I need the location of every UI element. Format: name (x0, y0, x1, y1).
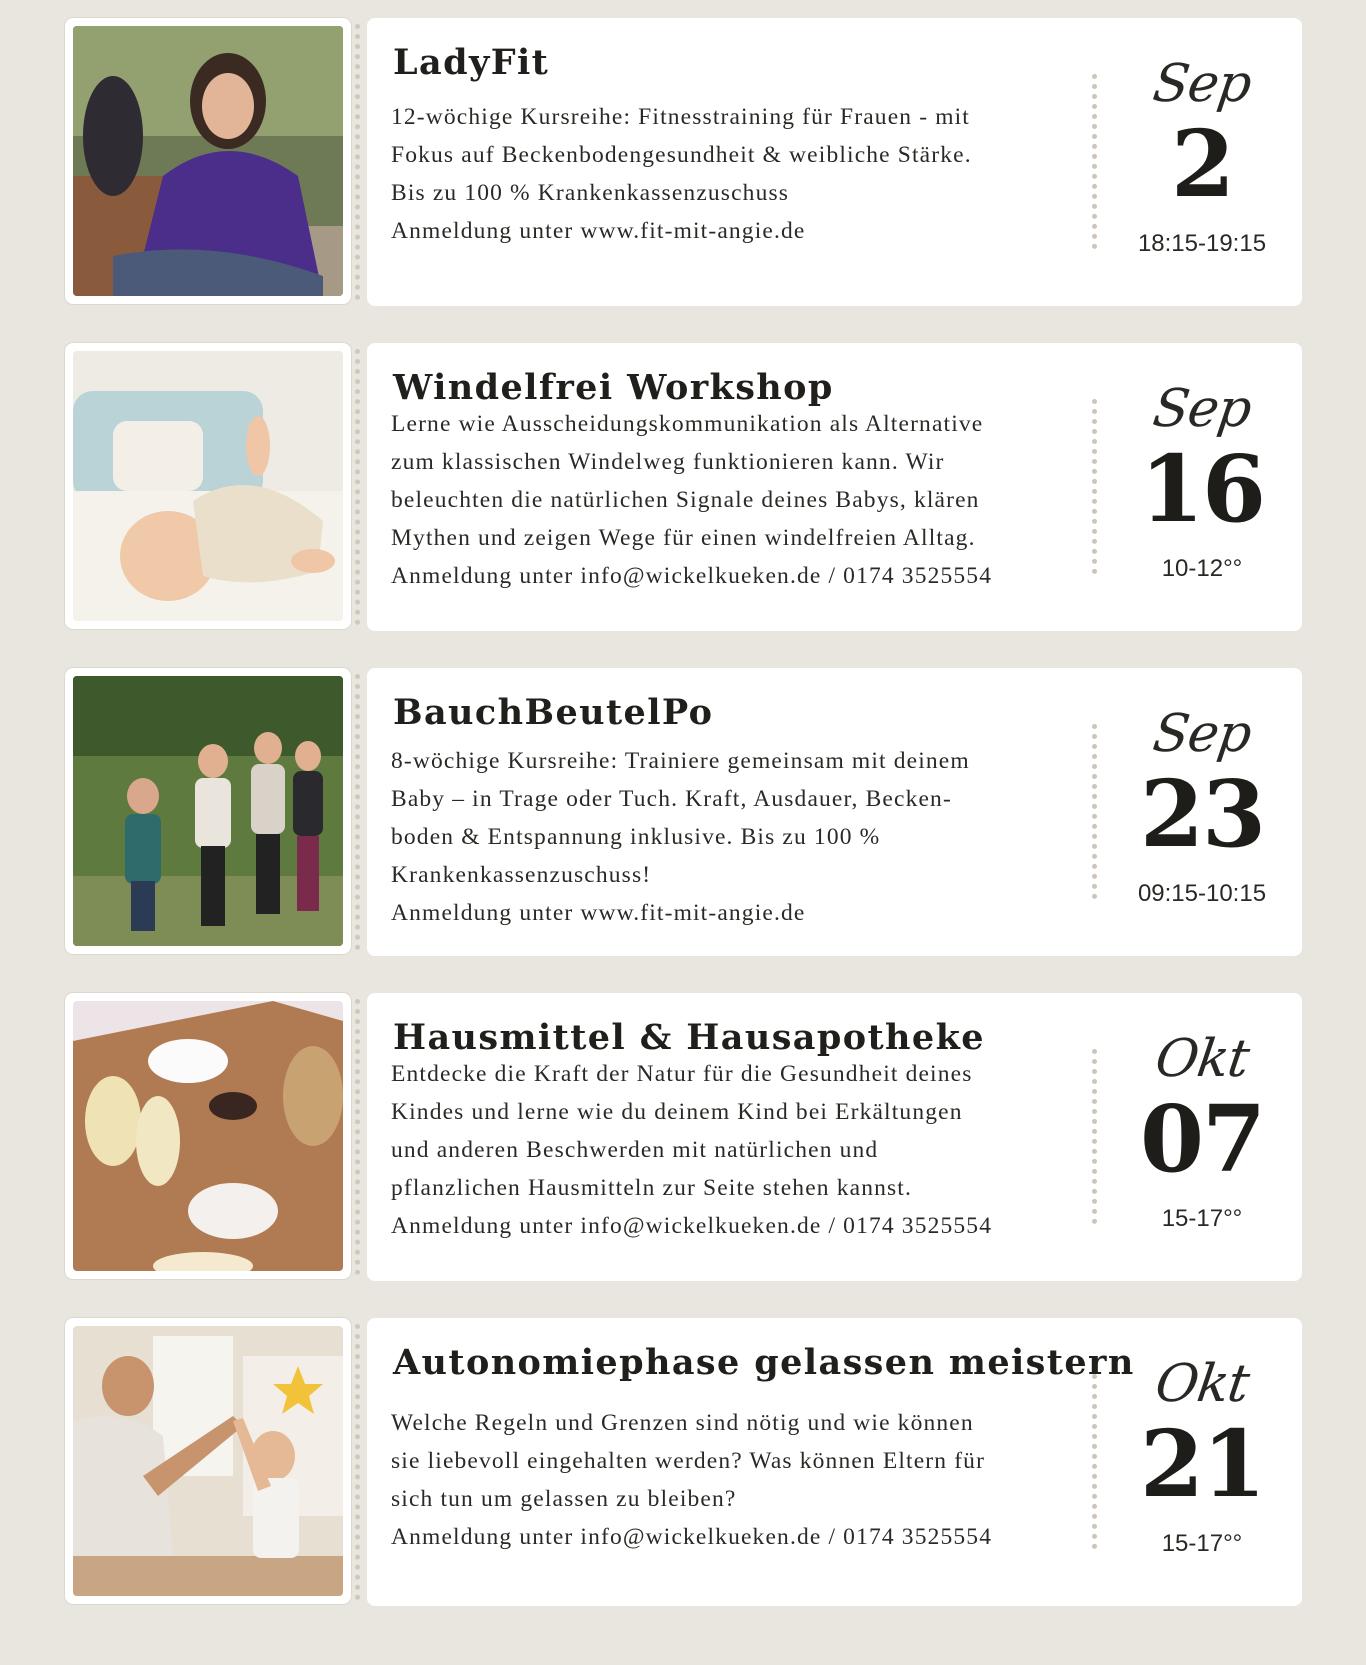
event-date (1102, 668, 1302, 956)
perforation-line (355, 999, 365, 1275)
event-description (391, 1404, 1067, 1556)
description-line: Lerne wie Ausscheidungskommunikation als Alternative (391, 411, 984, 437)
event-time: 15-17°° (1161, 1530, 1243, 1557)
event-card-windelfrei (65, 343, 1302, 633)
event-title: LadyFit (393, 42, 550, 83)
description-line: Entdecke die Kraft der Natur für die Gesundheit deines (391, 1061, 973, 1087)
event-photo-frame (65, 993, 351, 1279)
registration-line: Anmeldung unter www.fit-mit-angie.de (391, 218, 806, 244)
description-line: pflanzlichen Hausmitteln zur Seite stehen kannst. (391, 1175, 912, 1201)
event-time: 15-17°° (1161, 1205, 1243, 1232)
event-photo-frame (65, 668, 351, 954)
event-card-ladyfit (65, 18, 1302, 308)
description-line: Welche Regeln und Grenzen sind nötig und wie können (391, 1410, 974, 1436)
registration-line: Anmeldung unter info@wickelkueken.de / 0174 3525554 (391, 1213, 993, 1239)
event-day: 16 (1139, 435, 1265, 543)
event-card-bauchbeutelpo (65, 668, 1302, 958)
registration-line: Anmeldung unter info@wickelkueken.de / 0174 3525554 (391, 563, 993, 589)
event-photo-father-child-high-five (73, 1326, 343, 1596)
event-title: Hausmittel & Hausapotheke (393, 1017, 985, 1058)
description-line: Baby – in Trage oder Tuch. Kraft, Ausdauer, Becken- (391, 786, 952, 812)
registration-line: Anmeldung unter info@wickelkueken.de / 0174 3525554 (391, 1524, 993, 1550)
event-time: 10-12°° (1161, 555, 1243, 582)
description-line: Mythen und zeigen Wege für einen windelfreien Alltag. (391, 525, 976, 551)
event-time: 18:15-19:15 (1137, 230, 1267, 257)
event-month: Sep (1149, 54, 1255, 114)
description-line: beleuchten die natürlichen Signale deines Babys, klären (391, 487, 980, 513)
perforation-line (355, 674, 365, 950)
event-date (1102, 18, 1302, 306)
description-line: Kindes und lerne wie du deinem Kind bei Erkältungen (391, 1099, 963, 1125)
event-month: Sep (1149, 704, 1255, 764)
perforation-line (355, 24, 365, 300)
description-line: und anderen Beschwerden mit natürlichen und (391, 1137, 879, 1163)
event-photo-frame (65, 18, 351, 304)
event-day: 23 (1139, 760, 1265, 868)
event-description (391, 405, 1067, 595)
event-day: 2 (1170, 110, 1233, 218)
event-title: BauchBeutelPo (393, 692, 714, 733)
event-date (1102, 993, 1302, 1281)
event-info-card (367, 18, 1302, 306)
event-photo-frame (65, 343, 351, 629)
event-card-hausmittel (65, 993, 1302, 1283)
event-description (391, 98, 1067, 250)
description-line: sie liebevoll eingehalten werden? Was können Eltern für (391, 1448, 986, 1474)
event-info-card (367, 343, 1302, 631)
event-description (391, 742, 1067, 932)
description-line: 12-wöchige Kursreihe: Fitnesstraining für Frauen - mit (391, 104, 970, 130)
description-line: 8-wöchige Kursreihe: Trainiere gemeinsam mit deinem (391, 748, 970, 774)
event-date (1102, 1318, 1302, 1606)
event-photo-natural-remedies (73, 1001, 343, 1271)
event-info-card (367, 1318, 1302, 1606)
description-line: Fokus auf Beckenbodengesundheit & weibliche Stärke. (391, 142, 972, 168)
description-line: boden & Entspannung inklusive. Bis zu 100 % (391, 824, 881, 850)
registration-line: Anmeldung unter www.fit-mit-angie.de (391, 900, 806, 926)
event-month: Sep (1149, 379, 1255, 439)
event-card-autonomiephase (65, 1318, 1302, 1608)
event-description (391, 1055, 1067, 1245)
event-title: Autonomiephase gelassen meistern (393, 1342, 1135, 1383)
description-line: zum klassischen Windelweg funktionieren kann. Wir (391, 449, 945, 475)
event-info-card (367, 668, 1302, 956)
event-info-card (367, 993, 1302, 1281)
event-photo-woman-in-purple-jacket (73, 26, 343, 296)
perforation-line (355, 1324, 365, 1600)
perforation-line (355, 349, 365, 625)
event-photo-baby-on-bed (73, 351, 343, 621)
description-line: Bis zu 100 % Krankenkassenzuschuss (391, 180, 790, 206)
event-day: 21 (1139, 1410, 1265, 1518)
event-month: Okt (1151, 1354, 1253, 1414)
event-day: 07 (1139, 1085, 1265, 1193)
event-photo-women-walking-with-babies (73, 676, 343, 946)
event-date (1102, 343, 1302, 631)
description-line: Krankenkassenzuschuss! (391, 862, 652, 888)
event-time: 09:15-10:15 (1137, 880, 1267, 907)
event-photo-frame (65, 1318, 351, 1604)
event-title: Windelfrei Workshop (393, 367, 834, 408)
description-line: sich tun um gelassen zu bleiben? (391, 1486, 737, 1512)
event-month: Okt (1151, 1029, 1253, 1089)
